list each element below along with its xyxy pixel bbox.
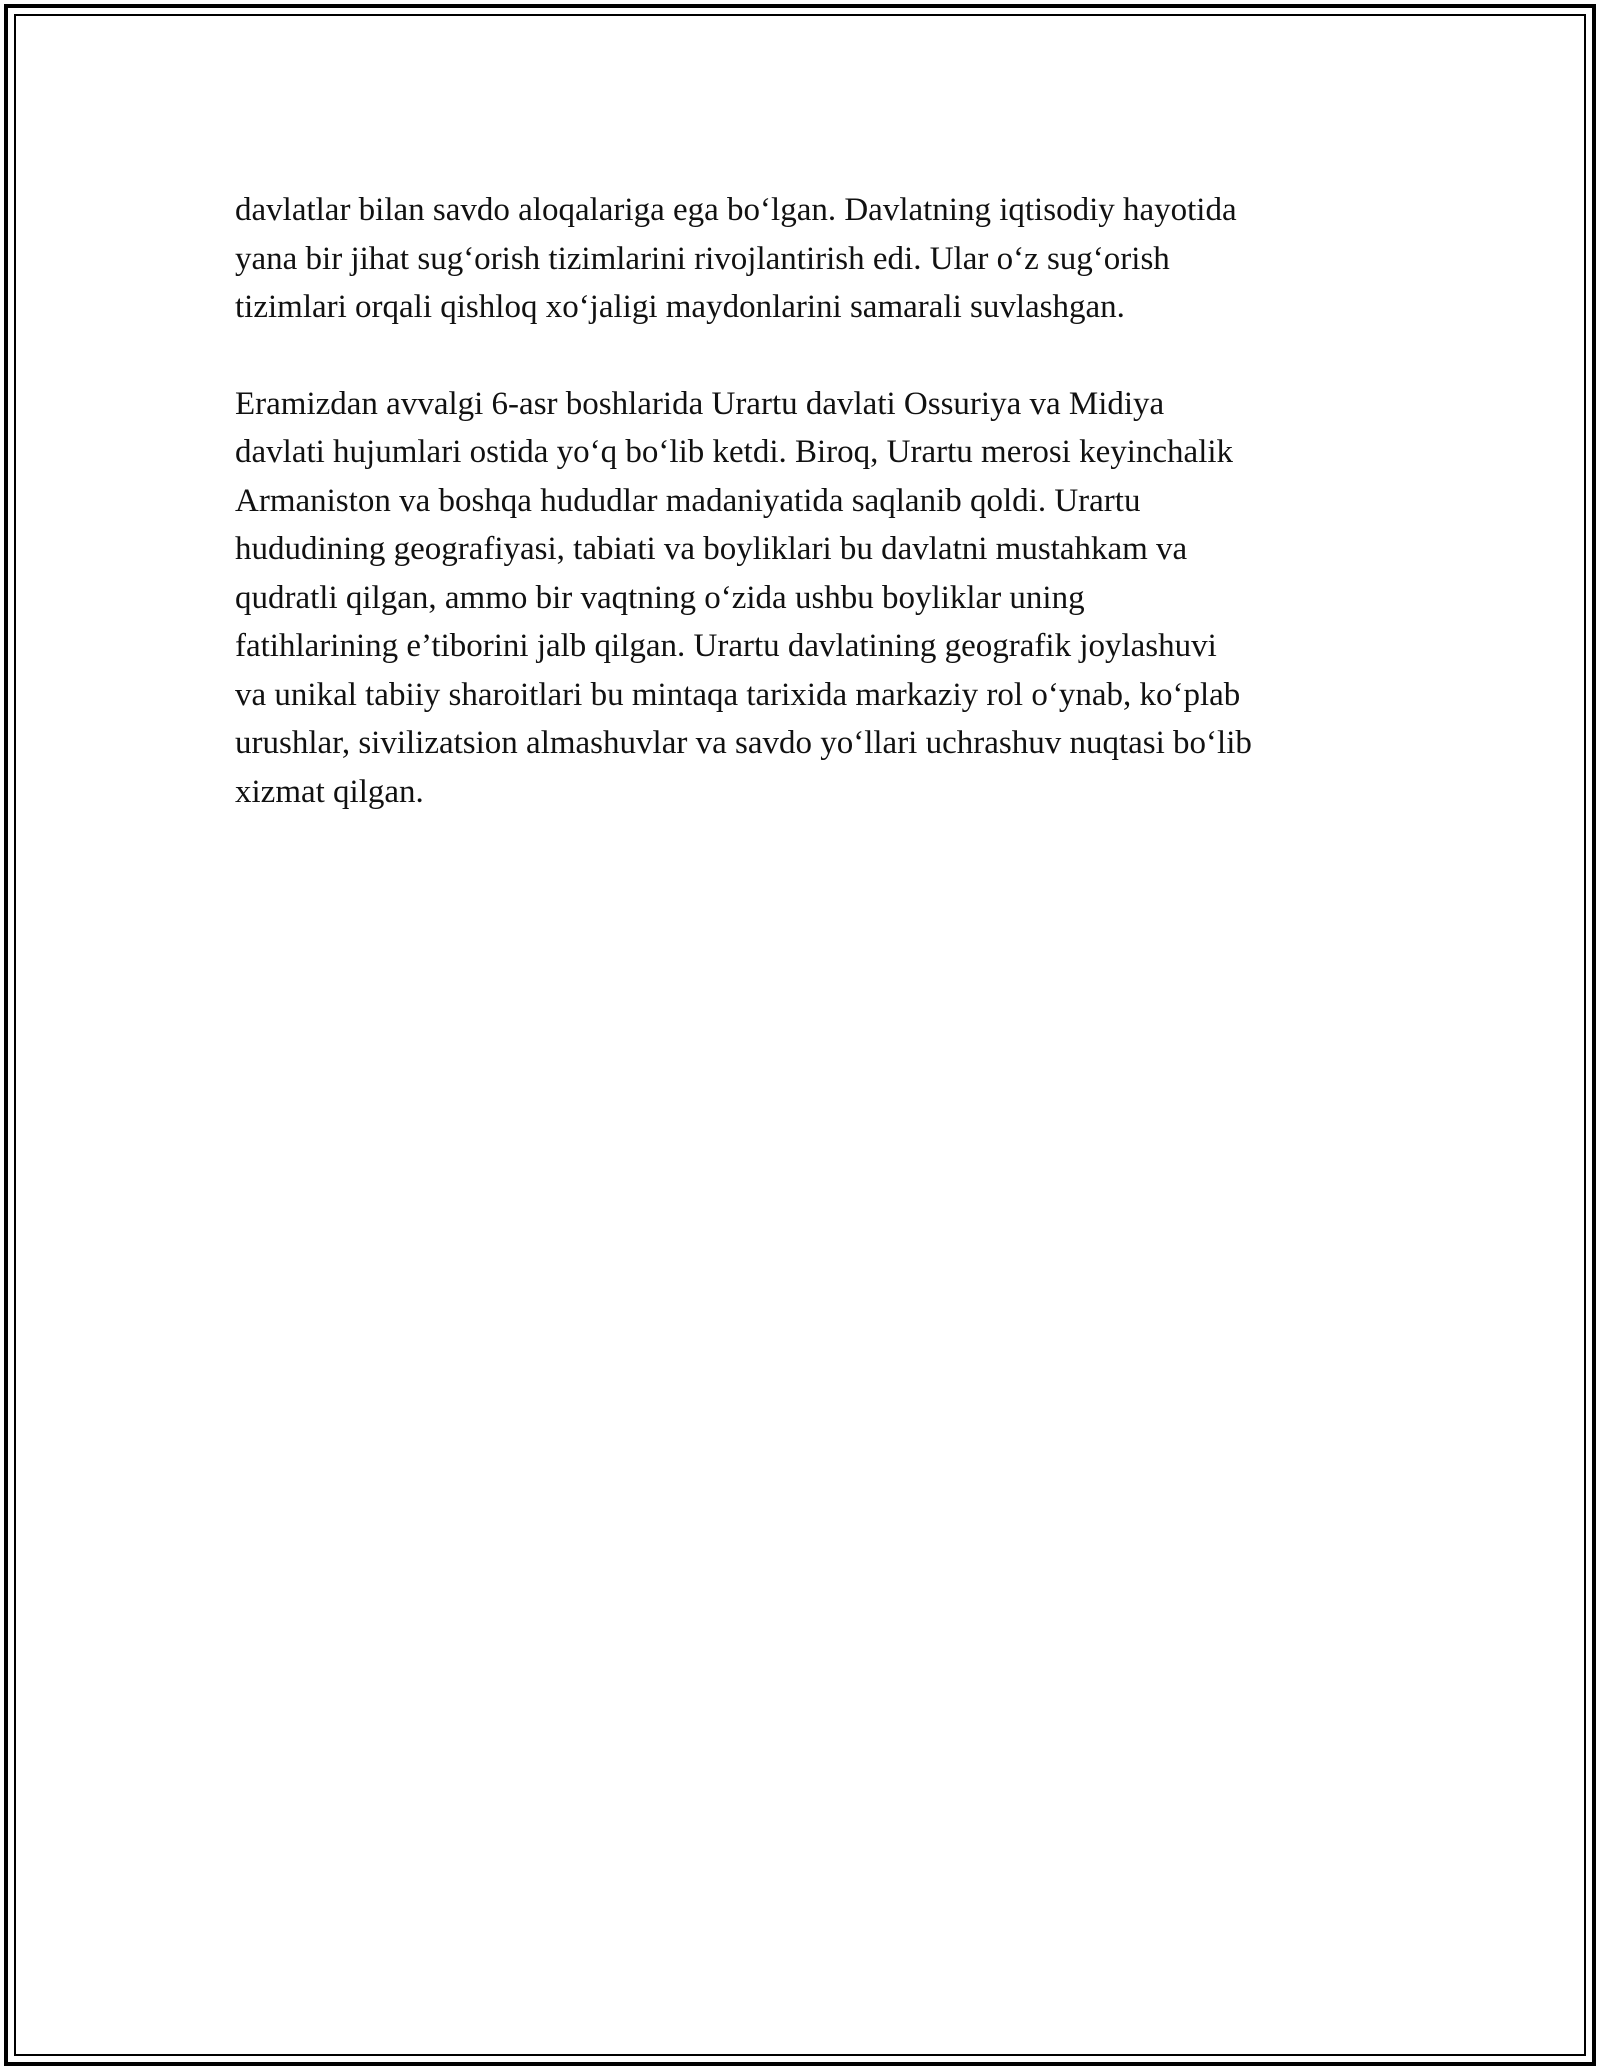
text-line: yana bir jihat sug‘orish tizimlarini rivojlantirish edi. Ular o‘z sug‘orish — [235, 240, 1170, 277]
text-line: Armaniston va boshqa hududlar madaniyatida saqlanib qoldi. Urartu — [235, 482, 1141, 519]
text-line: va unikal tabiiy sharoitlari bu mintaqa tarixida markaziy rol o‘ynab, ko‘plab — [235, 676, 1241, 713]
text-line: hududining geografiyasi, tabiati va boyliklari bu davlatni mustahkam va — [235, 531, 1188, 567]
paragraph-2 — [235, 380, 1395, 817]
document-body — [235, 186, 1395, 864]
text-line: xizmat qilgan. — [235, 773, 424, 810]
paragraph-1 — [235, 186, 1395, 332]
text-line: davlatlar bilan savdo aloqalariga ega bo‘lgan. Davlatning iqtisodiy hayotida — [235, 192, 1237, 228]
text-line: qudratli qilgan, ammo bir vaqtning o‘zida ushbu boyliklar uning — [235, 579, 1085, 616]
text-line: urushlar, sivilizatsion almashuvlar va savdo yo‘llari uchrashuv nuqtasi bo‘lib — [235, 725, 1252, 761]
text-line: davlati hujumlari ostida yo‘q bo‘lib ketdi. Biroq, Urartu merosi keyinchalik — [235, 434, 1234, 470]
text-line: fatihlarining e’tiborini jalb qilgan. Urartu davlatining geografik joylashuvi — [235, 628, 1217, 664]
text-line: tizimlari orqali qishloq xo‘jaligi maydonlarini samarali suvlashgan. — [235, 289, 1125, 325]
text-line: Eramizdan avvalgi 6-asr boshlarida Urartu davlati Ossuriya va Midiya — [235, 385, 1165, 422]
